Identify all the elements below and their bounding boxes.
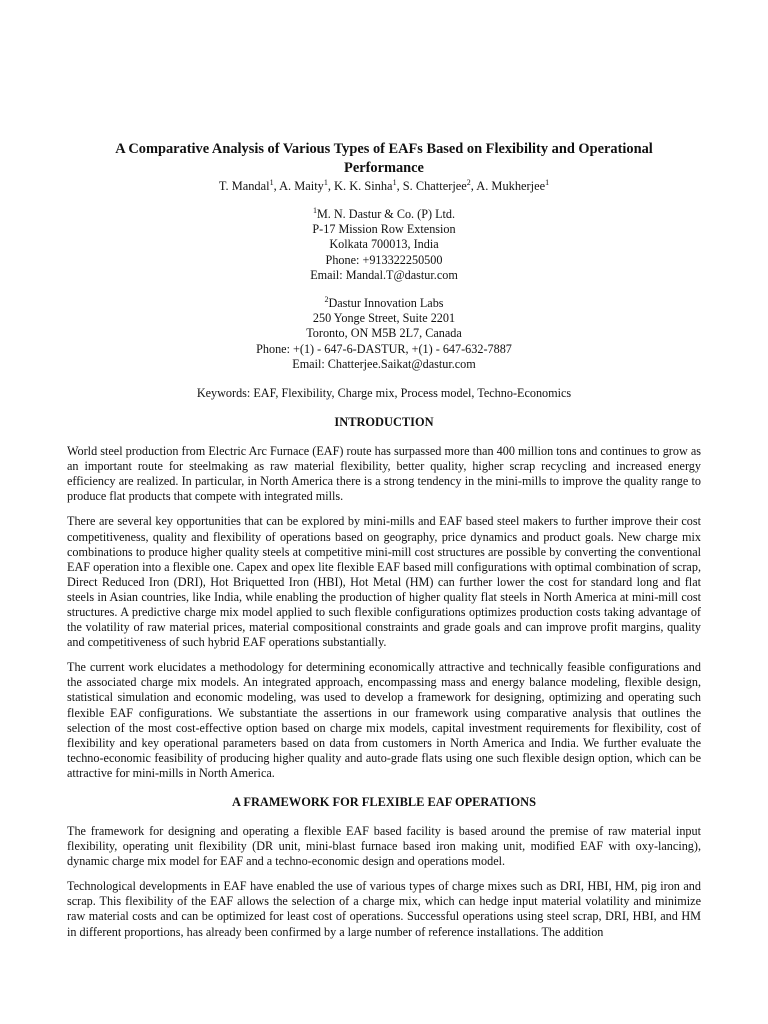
paragraph: The framework for designing and operating a flexible EAF based facility is based around the premise of raw material input flexibility, operating unit flexibility (DR unit, mini-blast furnace based iron making unit, modified EAF with oxy-lancing), dynamic charge mix model for EAF and a techno-economic design and operations model. [67,824,701,869]
paper-title: A Comparative Analysis of Various Types of EAFs Based on Flexibility and Operational Performance [115,141,653,176]
affiliation-email: Email: Chatterjee.Saikat@dastur.com [292,356,476,371]
paragraph: The current work elucidates a methodology for determining economically attractive and technically feasible configurations and the associated charge mix models. An integrated approach, encompassing mass and energy balance modeling, flexible design, statistical simulation and economic modeling, was used to develop a framework for designing, optimizing and operating such flexible EAF configurations. We substantiate the assertions in our framework using comparative analysis that outlines the selection of the most cost-effective option based on charge mix models, capital investment requirements for flexibility, cost of flexibility and key operational parameters based on data from customers in North America and India. We further evaluate the techno-economic feasibility of producing higher quality and auto-grade flats using one such flexible design option, which can be attractive for mini-mills in North America. [67,660,701,780]
section-heading-introduction: INTRODUCTION [334,415,434,430]
affiliation-phone: Phone: +913322250500 [325,252,443,267]
affiliation-line: Toronto, ON M5B 2L7, Canada [306,326,462,341]
affiliation-line: P-17 Mission Row Extension [312,222,456,237]
keywords: Keywords: EAF, Flexibility, Charge mix, Process model, Techno-Economics [196,386,572,401]
affiliation-line: Kolkata 700013, India [329,237,439,252]
author: T. Mandal$^1$ [218,177,274,193]
affiliation-email: Email: Mandal.T@dastur.com [310,267,458,282]
affiliation-phone: Phone: +(1) - 647-6-DASTUR, +(1) - 647-632-7887 [256,341,512,356]
paragraph: Technological developments in EAF have enabled the use of various types of charge mixes such as DRI, HBI, HM, pig iron and scrap. This flexibility of the EAF allows the selection of a charge mix, which can hedge input material volatility and minimize raw material costs and can be optimized for least cost of operations. Successful operations using steel scrap, DRI, HBI, and HM in different proportions, has already been confirmed by a large number of reference installations. The addition [67,879,701,939]
paragraph: There are several key opportunities that can be explored by mini-mills and EAF based steel makers to further improve their cost competitiveness, quality and flexibility of operations based on geography, price dynamics and product goals. New charge mix combinations to produce higher quality steels at competitive mini-mill cost structures are possible by converting the conventional EAF operation into a flexible one. Capex and opex lite flexible EAF based mill configurations with optimal combination of scrap, Direct Reduced Iron (DRI), Hot Briquetted Iron (HBI), Hot Metal (HM) can further lower the cost for standard long and flat steels in Asian countries, like India, while enabling the production of higher quality flat steels in North America at mini-mill cost structures. A predictive charge mix model applied to such flexible configurations optimizes production costs taking advantage of the volatility of raw material prices, material compositional constraints and grade goals and can improve profit margins, quality and competitiveness of such hybrid EAF operations substantially. [67,514,701,650]
author: K. K. Sinha$^1$ [334,177,397,193]
author: A. Mukherjee$^1$ [476,177,550,193]
author-list: T. Mandal$^1$, A. Maity$^1$, K. K. Sinha$^1$, S. Chatterjee$^2$, A. Mukherjee$^1$ [218,177,550,193]
section-heading-framework: A FRAMEWORK FOR FLEXIBLE EAF OPERATIONS [232,795,536,809]
paragraph: World steel production from Electric Arc Furnace (EAF) route has surpassed more than 400 million tons and continues to grow as an important route for steelmaking as raw material flexibility, better quality, higher scrap recycling and increased energy efficiency are realized. In particular, in North America there is a strong tendency in the mini-mills to improve the quality range to produce flat products that compete with integrated mills. [67,444,701,504]
affiliation-line: $^2$Dastur Innovation Labs [324,294,444,311]
affiliation-line: 250 Yonge Street, Suite 2201 [312,311,456,326]
affiliation-2 [67,296,701,372]
affiliation-line: $^1$M. N. Dastur & Co. (P) Ltd. [312,205,456,221]
author: A. Maity$^1$ [279,177,328,193]
author: S. Chatterjee$^2$ [402,177,471,193]
affiliation-1 [67,207,701,283]
